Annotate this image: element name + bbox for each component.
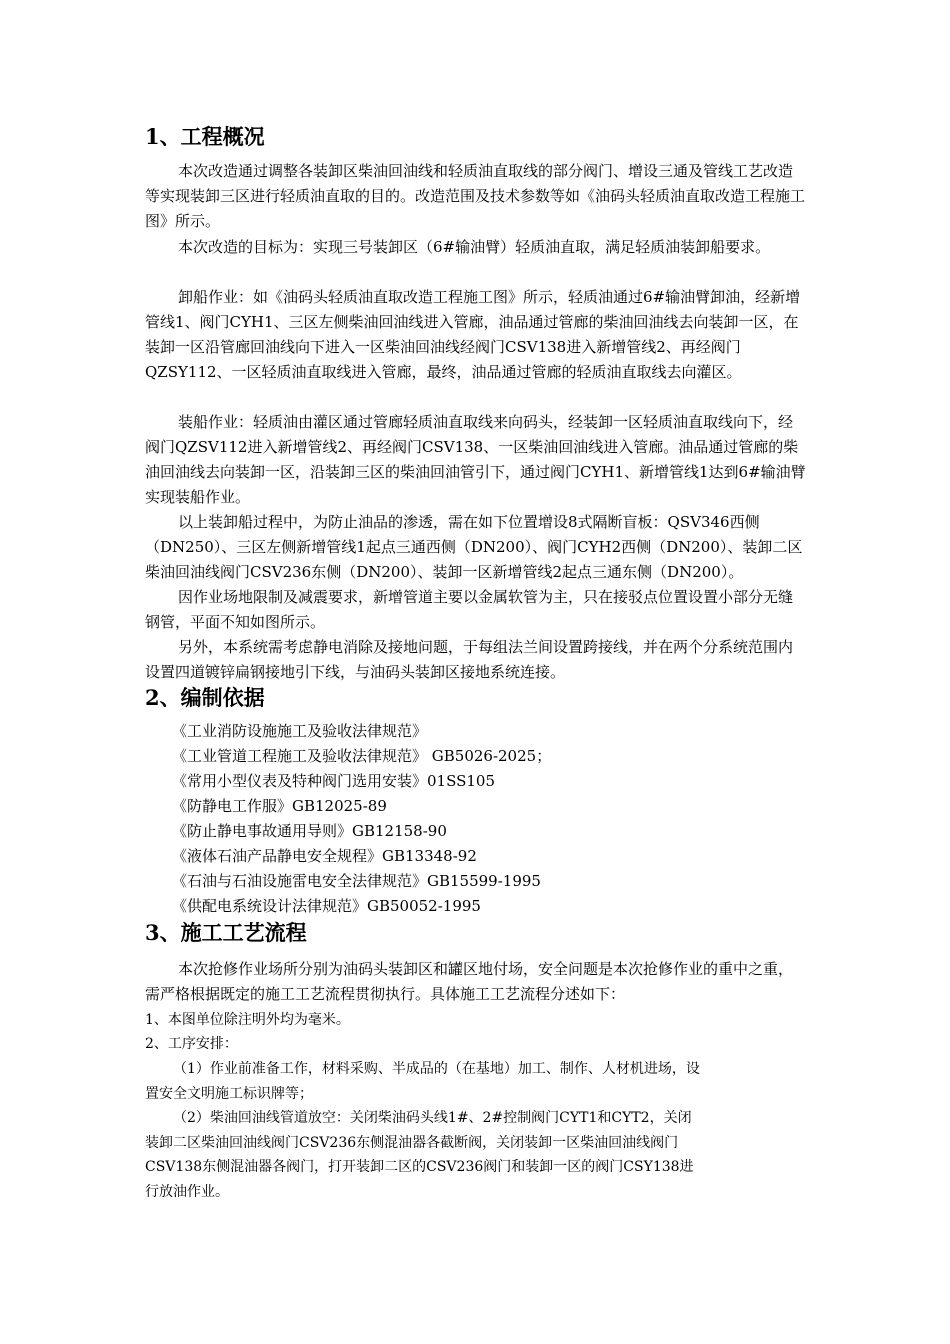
process-note-units: 1、本图单位除注明外均为毫米。 bbox=[145, 1012, 350, 1028]
overview-paragraph-4: 装船作业：轻质油由灌区通过管廊轻质油直取线来向码头，经装卸一区轻质油直取线向下，经阀门QZSV112进入新增管线2、再经阀门CSV138、一区柴油回油线进入管廊。油品通过管廊的柴油回油线去向装卸一区，沿装卸三区的柴油回油管引下，通过阀门CYH1、新增管线1达到6#输油臂实现装船作业。 bbox=[145, 413, 806, 506]
basis-item: 《工业管道工程施工及验收法律规范》 GB5026-2025； bbox=[172, 747, 552, 765]
overview-paragraph-1: 本次改造通过调整各装卸区柴油回油线和轻质油直取线的部分阀门、增设三通及管线工艺改造等实现装卸三区进行轻质油直取的目的。改造范围及技术参数等如《油码头轻质油直取改造工程施工图》所示。 bbox=[145, 162, 806, 230]
basis-item: 《工业消防设施施工及验收法律规范》 bbox=[172, 722, 428, 740]
section-heading-process: 3、施工工艺流程 bbox=[145, 920, 307, 945]
basis-item: 《防静电工作服》GB12025-89 bbox=[172, 797, 387, 815]
overview-paragraph-3: 卸船作业：如《油码头轻质油直取改造工程施工图》所示，轻质油通过6#输油臂卸油，经新增管线1、阀门CYH1、三区左侧柴油回油线进入管廊，油品通过管廊的柴油回油线去向装卸一区，在装卸一区沿管廊回油线向下进入一区柴油回油线经阀门CSV138进入新增管线2、再经阀门QZSY112、一区轻质油直取线进入管廊，最终，油品通过管廊的轻质油直取线去向灌区。 bbox=[145, 288, 801, 381]
basis-item: 《液体石油产品静电安全规程》GB13348-92 bbox=[172, 847, 477, 865]
basis-item: 《石油与石油设施雷电安全法律规范》GB15599-1995 bbox=[172, 872, 541, 890]
section-heading-basis: 2、编制依据 bbox=[145, 685, 265, 710]
overview-paragraph-5: 以上装卸船过程中，为防止油品的渗透，需在如下位置增设8式隔断盲板：QSV346西侧（DN250）、三区左侧新增管线1起点三通西侧（DN200）、阀门CYH2西侧（DN200）、装卸二区柴油回油线阀门CSV236东侧（DN200）、装卸一区新增管线2起点三通东侧（DN200）。 bbox=[145, 513, 803, 581]
basis-item: 《防止静电事故通用导则》GB12158-90 bbox=[172, 822, 447, 840]
overview-paragraph-7: 另外，本系统需考虑静电消除及接地问题，于每组法兰间设置跨接线，并在两个分系统范围内设置四道镀锌扁钢接地引下线，与油码头装卸区接地系统连接。 bbox=[145, 638, 794, 681]
process-step-2: （2）柴油回油线管道放空：关闭柴油码头线1#、2#控制阀门CYT1和CYT2，关闭装卸二区柴油回油线阀门CSV236东侧混油器各截断阀，关闭装卸一区柴油回油线阀门CSV138东侧混油器各阀门，打开装卸二区的CSV236阀门和装卸一区的阀门CSY138进行放油作业。 bbox=[145, 1110, 694, 1200]
process-note-arrangement: 2、工序安排： bbox=[145, 1036, 238, 1052]
basis-item: 《供配电系统设计法律规范》GB50052-1995 bbox=[172, 897, 481, 915]
overview-paragraph-2: 本次改造的目标为：实现三号装卸区（6#输油臂）轻质油直取，满足轻质油装卸船要求。 bbox=[178, 238, 771, 256]
process-intro: 本次抢修作业场所分别为油码头装卸区和罐区地付场，安全问题是本次抢修作业的重中之重，需严格根据既定的施工工艺流程贯彻执行。具体施工工艺流程分述如下： bbox=[145, 960, 794, 1003]
overview-paragraph-6: 因作业场地限制及减震要求，新增管道主要以金属软管为主，只在接驳点位置设置小部分无缝钢管，平面不知如图所示。 bbox=[145, 588, 794, 631]
basis-item: 《常用小型仪表及特种阀门选用安装》01SS105 bbox=[172, 772, 496, 790]
section-heading-overview: 1、工程概况 bbox=[145, 124, 265, 149]
process-step-1: （1）作业前准备工作，材料采购、半成品的（在基地）加工、制作、人材机进场，设置安全文明施工标识牌等； bbox=[145, 1061, 700, 1102]
